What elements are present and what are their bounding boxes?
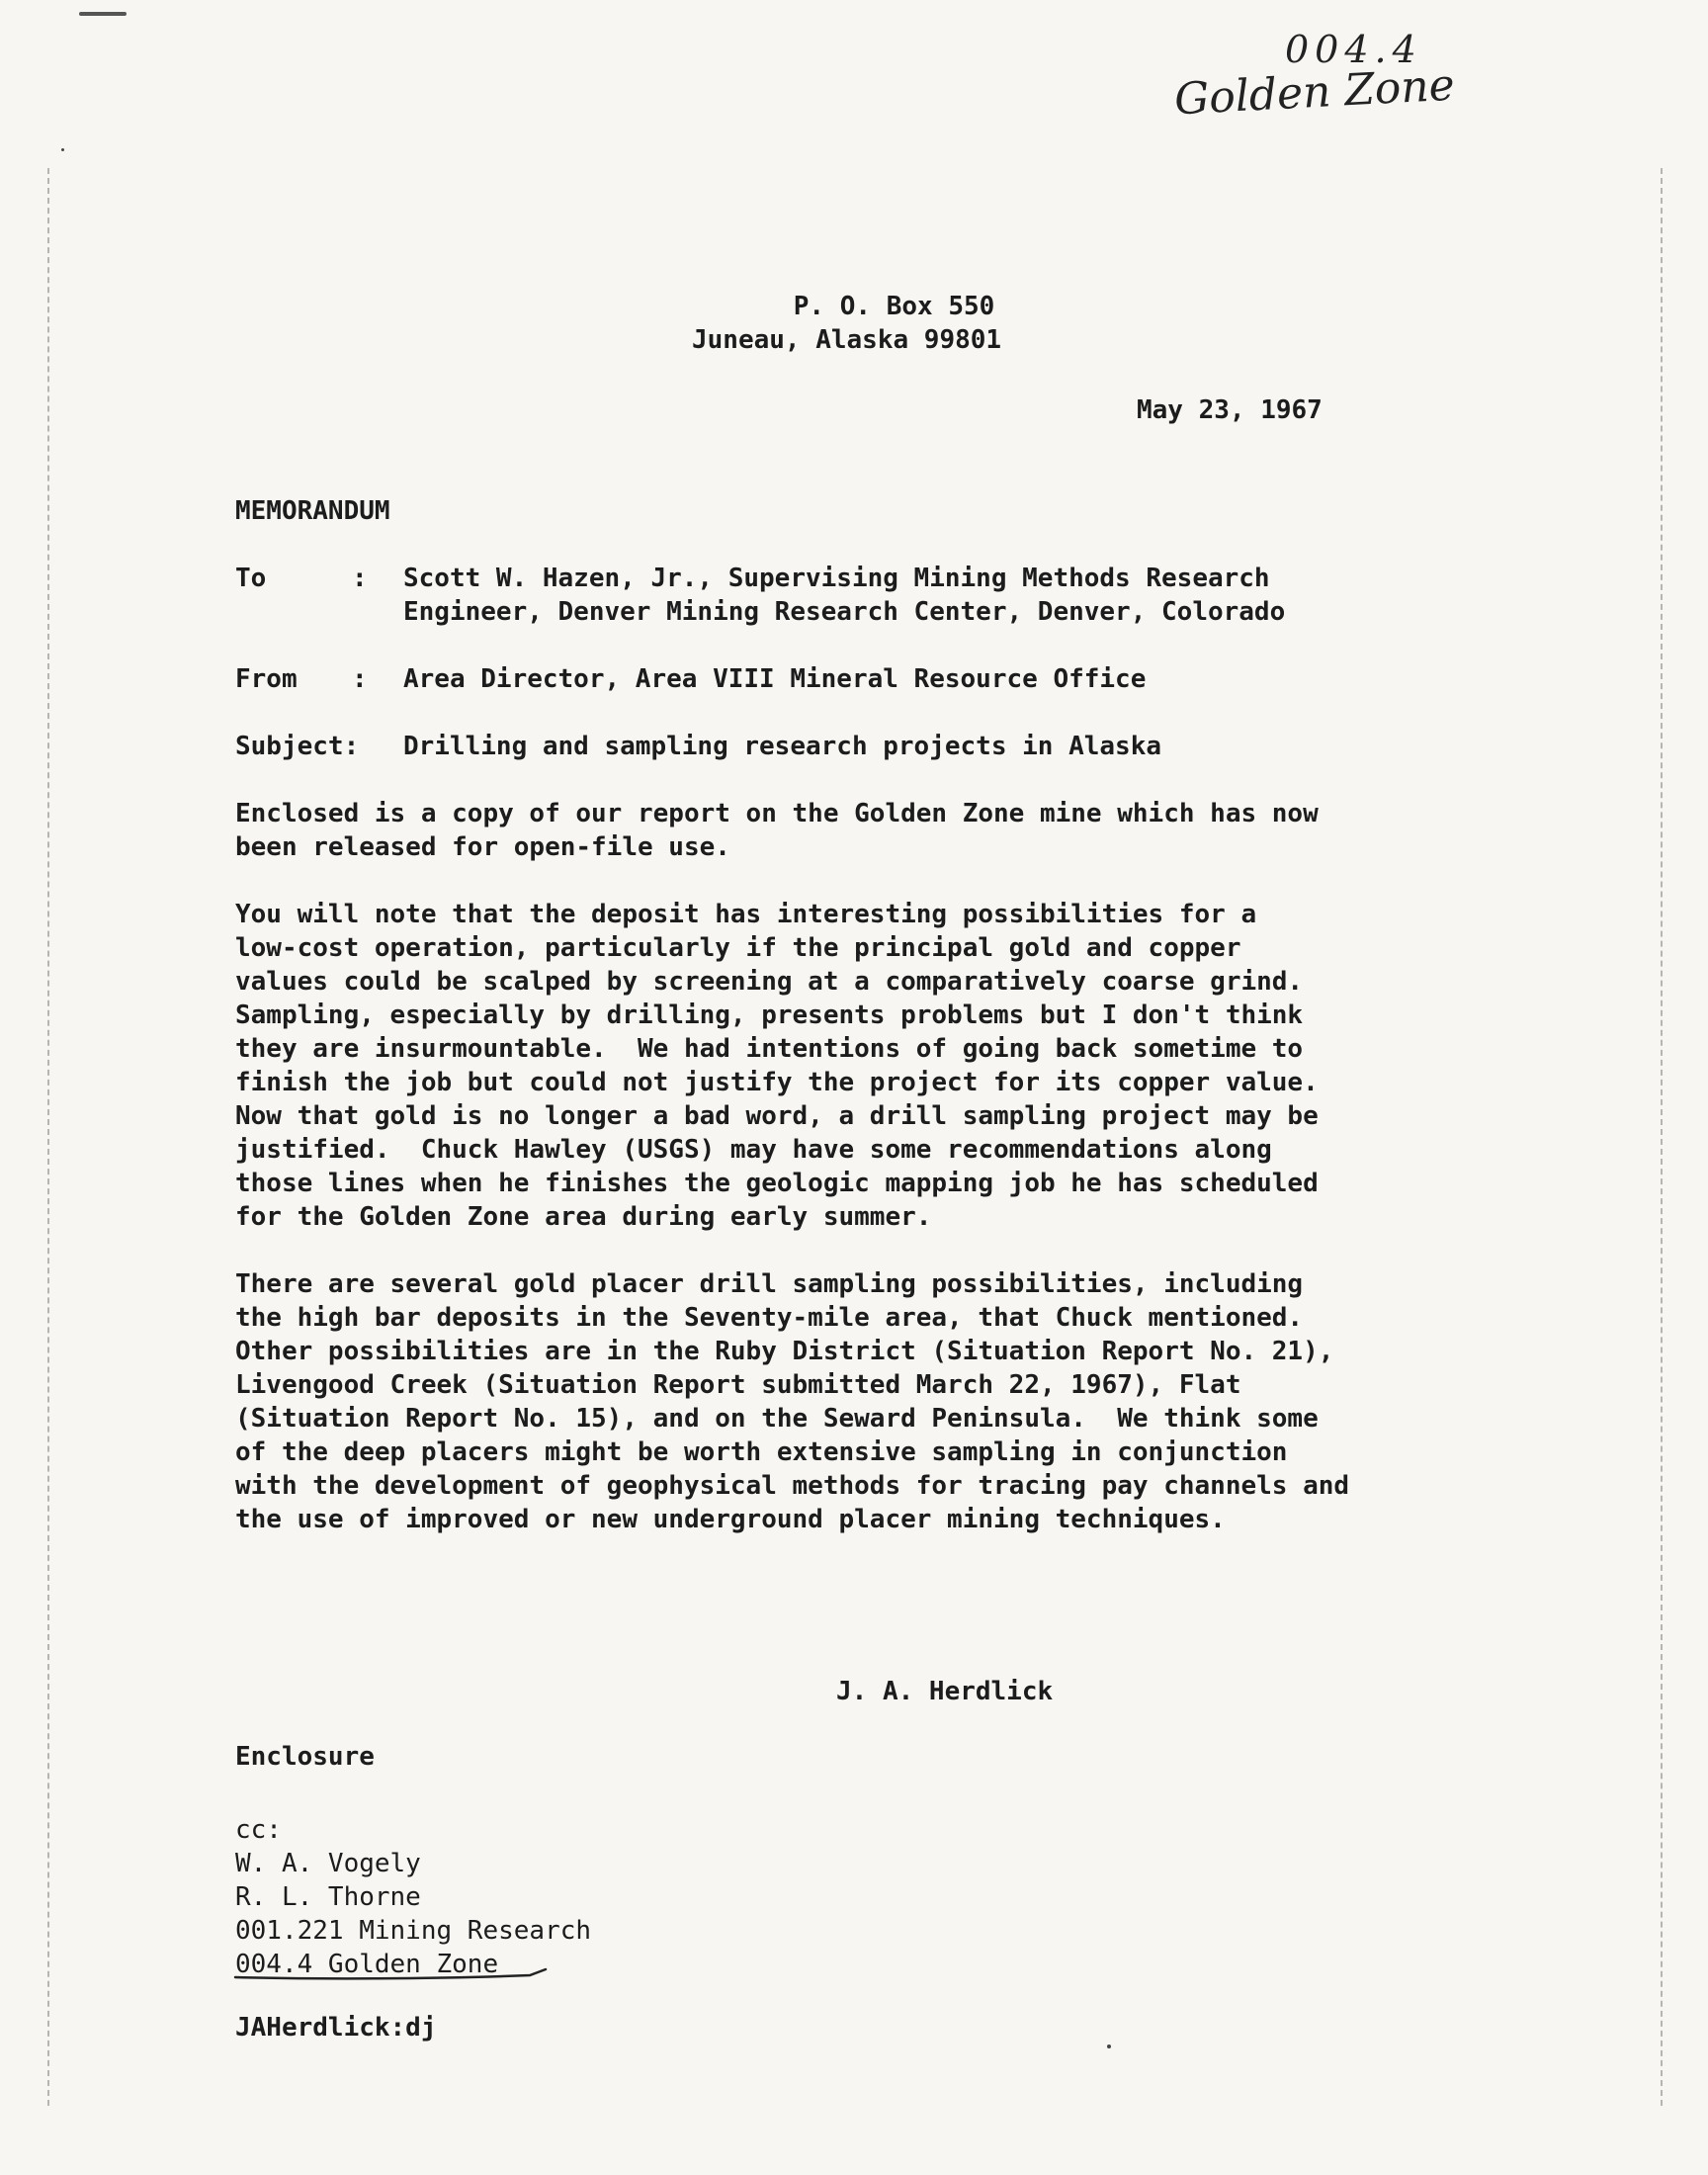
paragraph-1 [235,797,1319,864]
scan-mark [79,12,127,16]
paragraph-2-line: those lines when he finishes the geologic mapping job he has scheduled [235,1169,1319,1198]
paragraph-2-line: low-cost operation, particularly if the principal gold and copper [235,933,1241,963]
paragraph-1-line: been released for open-file use. [235,832,730,862]
paragraph-3-line: Other possibilities are in the Ruby District (Situation Report No. 21), [235,1337,1334,1366]
from-colon: : [352,664,368,694]
paragraph-1-line: Enclosed is a copy of our report on the Golden Zone mine which has now [235,799,1319,828]
paragraph-2-line: You will note that the deposit has interesting possibilities for a [235,900,1257,929]
paragraph-3-line: Livengood Creek (Situation Report submitted March 22, 1967), Flat [235,1370,1241,1400]
page-edge-right [1661,168,1663,2106]
cc-label: cc: [235,1815,282,1845]
paragraph-3-line: with the development of geophysical methods for tracing pay channels and [235,1471,1350,1501]
typist-reference: JAHerdlick:dj [235,2013,437,2043]
to-value-line1: Scott W. Hazen, Jr., Supervising Mining Methods Research [403,564,1270,593]
paragraph-3-line: the use of improved or new underground placer mining techniques. [235,1505,1226,1534]
cc-recipient: 001.221 Mining Research [235,1916,592,1946]
paragraph-2-line: justified. Chuck Hawley (USGS) may have some recommendations along [235,1135,1272,1165]
paragraph-2-line: Sampling, especially by drilling, presents problems but I don't think [235,1000,1304,1030]
subject-value: Drilling and sampling research projects in Alaska [403,732,1162,761]
to-value-line2: Engineer, Denver Mining Research Center, Denver, Colorado [403,597,1286,627]
paragraph-3-line: There are several gold placer drill sampling possibilities, including [235,1269,1304,1299]
handwritten-file-label: Golden Zone [1172,59,1456,126]
signature-name: J. A. Herdlick [836,1677,1054,1706]
scan-speck [1107,2044,1111,2048]
from-value: Area Director, Area VIII Mineral Resource Office [403,664,1147,694]
letterhead-line1: P. O. Box 550 [793,292,995,321]
paragraph-2-line: they are insurmountable. We had intentions of going back sometime to [235,1034,1304,1064]
memo-date: May 23, 1967 [1137,395,1323,425]
cc-recipient: 004.4 Golden Zone [235,1950,499,1979]
scan-speck [61,148,64,151]
paragraph-2-line: Now that gold is no longer a bad word, a drill sampling project may be [235,1101,1319,1131]
letterhead-address [692,290,1001,357]
page-edge-left [47,168,49,2106]
paragraph-3 [235,1267,1349,1536]
memo-title: MEMORANDUM [235,496,390,526]
subject-label: Subject: [235,732,360,761]
paragraph-2-line: finish the job but could not justify the project for its copper value. [235,1068,1319,1097]
paragraph-3-line: of the deep placers might be worth extensive sampling in conjunction [235,1437,1288,1467]
to-colon: : [352,564,368,593]
handwritten-underline [233,1967,548,1981]
handwritten-file-number: 004.4 [1285,28,1422,71]
enclosure-note: Enclosure [235,1742,375,1772]
paragraph-2 [235,898,1319,1234]
cc-list [235,1813,591,1981]
paragraph-2-line: for the Golden Zone area during early summer. [235,1202,932,1232]
paragraph-2-line: values could be scalped by screening at a comparatively coarse grind. [235,967,1304,997]
cc-recipient: W. A. Vogely [235,1849,421,1878]
paragraph-3-line: (Situation Report No. 15), and on the Seward Peninsula. We think some [235,1404,1319,1434]
from-label: From [235,664,298,694]
cc-recipient: R. L. Thorne [235,1882,421,1912]
letterhead-line2: Juneau, Alaska 99801 [692,325,1002,355]
paragraph-3-line: the high bar deposits in the Seventy-mile area, that Chuck mentioned. [235,1303,1304,1333]
to-label: To [235,564,267,593]
